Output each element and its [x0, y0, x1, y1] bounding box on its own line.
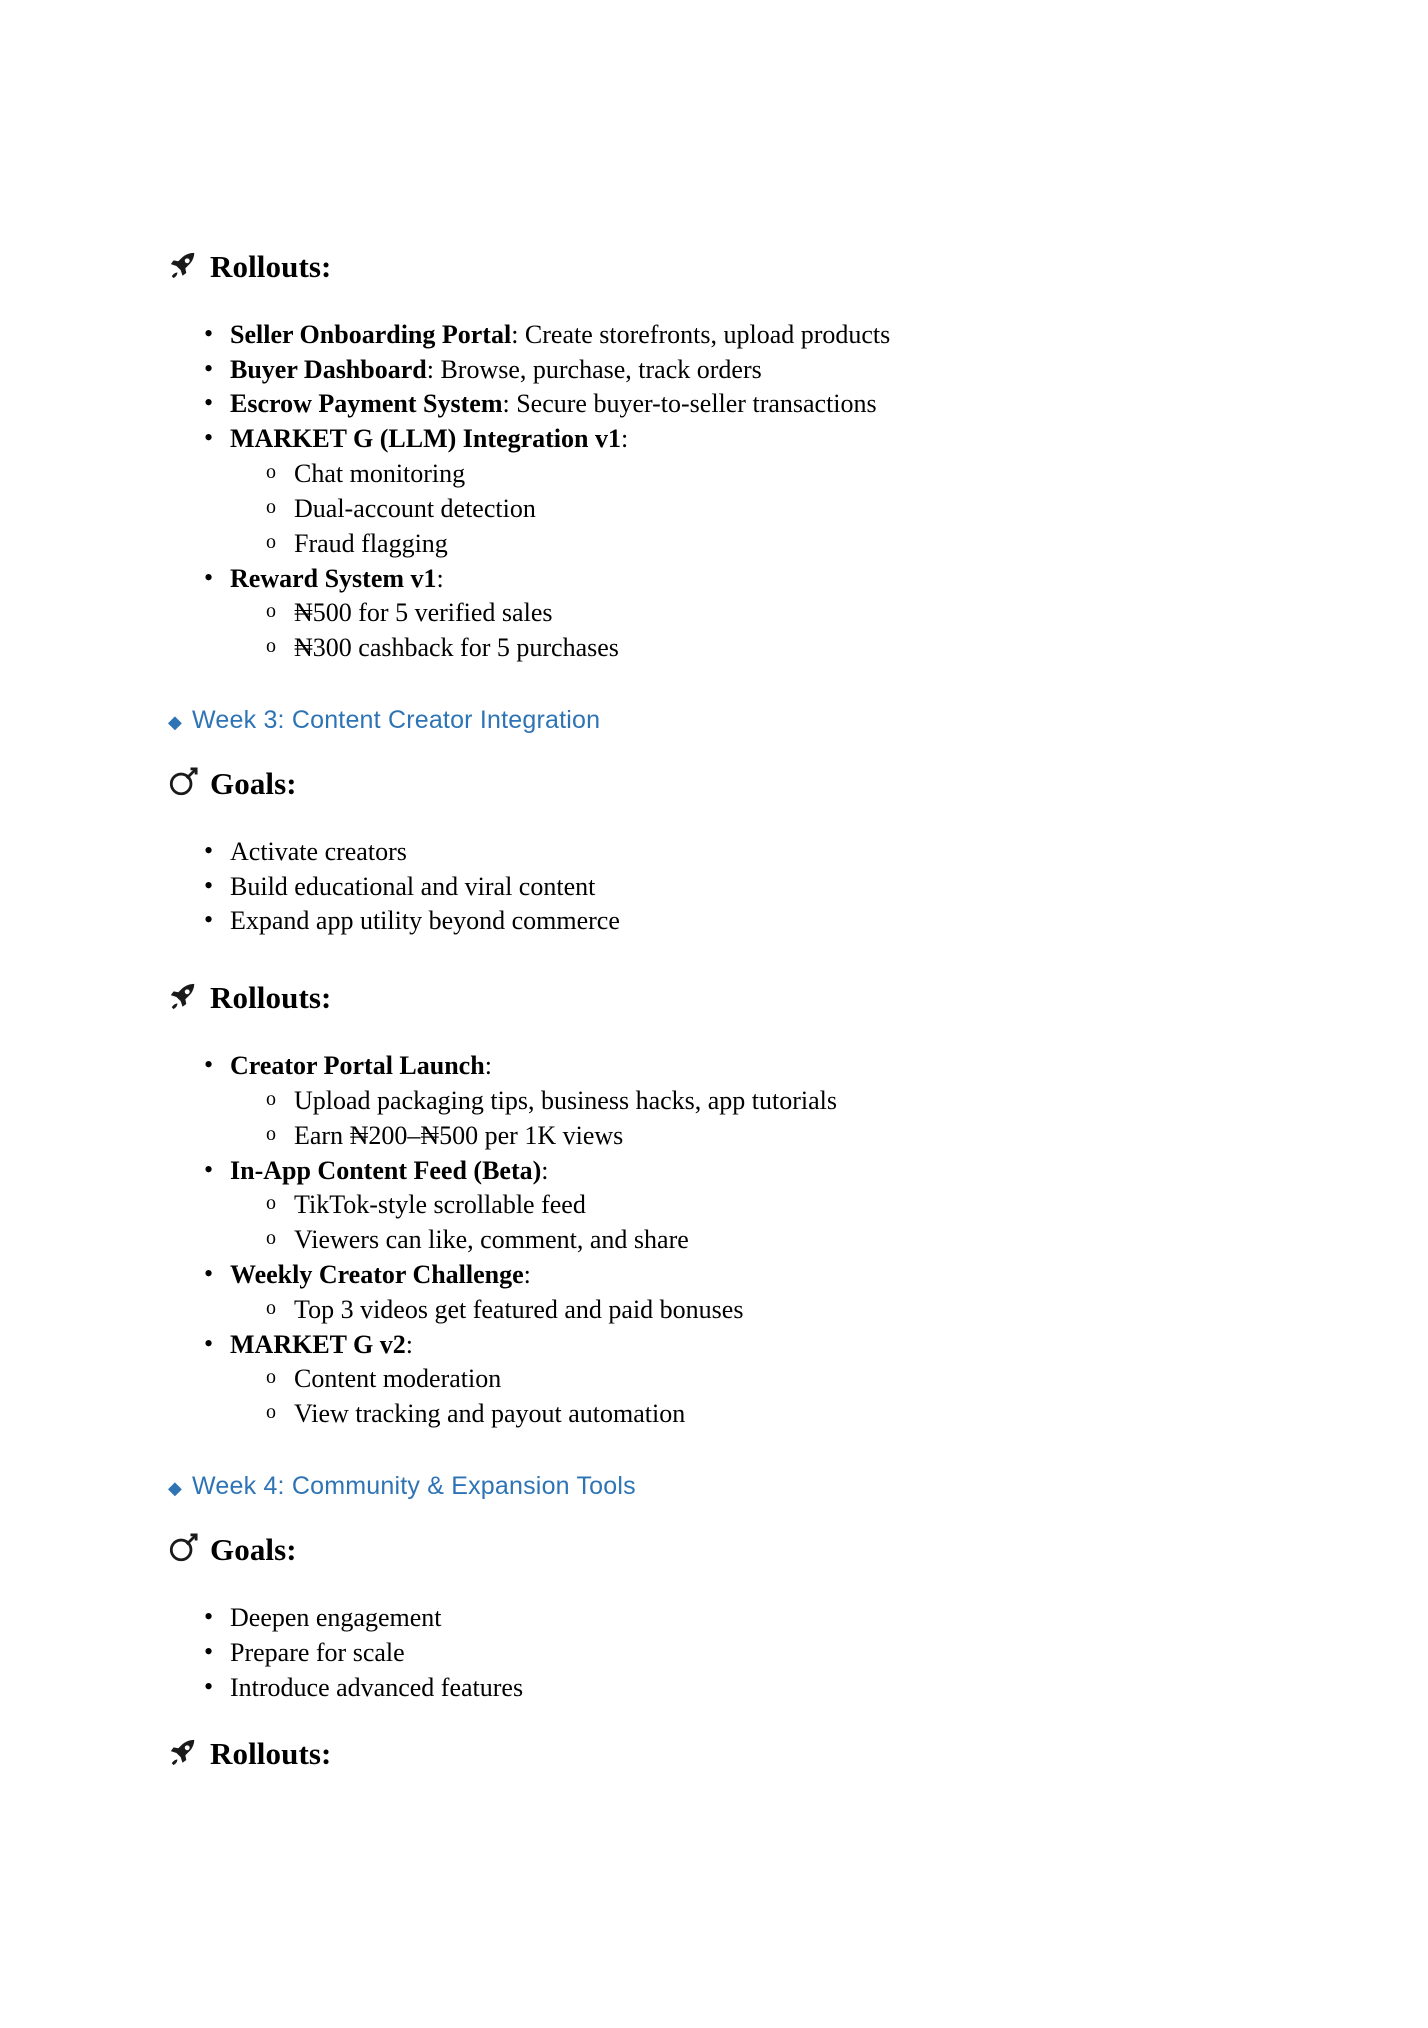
sub-list [230, 596, 1278, 666]
list-item [168, 387, 1278, 422]
target-icon [168, 767, 202, 807]
sub-list [230, 1293, 1278, 1328]
diamond-icon: ◆ [168, 711, 183, 732]
list-item-label: Expand app utility beyond commerce [230, 906, 620, 936]
list-item [168, 1636, 1278, 1671]
bullet-icon: • [204, 1154, 214, 1184]
list-item [168, 422, 1278, 561]
sub-list-item [230, 457, 1278, 492]
week4-rollouts-label: Rollouts: [210, 1736, 332, 1772]
sub-list-item-label: Upload packaging tips, business hacks, app tutorials [294, 1085, 838, 1115]
bullet-icon: • [204, 1328, 214, 1358]
bullet-icon: • [204, 353, 214, 383]
list-item [168, 1154, 1278, 1258]
list-item [168, 1258, 1278, 1328]
week4-heading-label: Week 4: Community & Expansion Tools [192, 1472, 636, 1501]
sub-bullet-icon: o [266, 1087, 276, 1110]
list-item-title: Creator Portal Launch [230, 1051, 485, 1081]
rocket-icon [168, 250, 202, 290]
diamond-icon: ◆ [168, 1477, 183, 1498]
bullet-icon: • [204, 1601, 214, 1631]
sub-list-item-label: Chat monitoring [294, 459, 466, 489]
week3-goals-label: Goals: [210, 766, 297, 802]
list-item-rest: : [436, 563, 444, 593]
sub-bullet-icon: o [266, 1192, 276, 1215]
sub-list-item [230, 1084, 1278, 1119]
week4-heading [168, 1472, 1278, 1501]
list-item-title: Buyer Dashboard [230, 354, 427, 384]
list-item-title: MARKET G v2 [230, 1329, 406, 1359]
sub-list-item-label: Viewers can like, comment, and share [294, 1225, 689, 1255]
sub-list [230, 1084, 1278, 1154]
week3-heading [168, 706, 1278, 735]
list-item-title: In-App Content Feed (Beta) [230, 1155, 542, 1185]
target-icon [168, 1533, 202, 1573]
sub-bullet-icon: o [266, 1227, 276, 1250]
list-item-rest: : Secure buyer-to-seller transactions [502, 389, 877, 419]
list-item [168, 870, 1278, 905]
sub-bullet-icon: o [266, 495, 276, 518]
week3-goals-heading [168, 765, 1278, 805]
list-item-title: Seller Onboarding Portal [230, 319, 512, 349]
list-item-title: Reward System v1 [230, 563, 437, 593]
sub-list-item-label: ₦300 cashback for 5 purchases [294, 633, 619, 663]
list-item [168, 1328, 1278, 1432]
bullet-icon: • [204, 1671, 214, 1701]
sub-list-item-label: ₦500 for 5 verified sales [294, 598, 553, 628]
sub-list-item-label: TikTok-style scrollable feed [294, 1190, 586, 1220]
list-item-label: Build educational and viral content [230, 871, 596, 901]
sub-bullet-icon: o [266, 1401, 276, 1424]
list-item [168, 904, 1278, 939]
bullet-icon: • [204, 1050, 214, 1080]
list-item-title: Escrow Payment System [230, 389, 503, 419]
sub-bullet-icon: o [266, 1296, 276, 1319]
sub-bullet-icon: o [266, 461, 276, 484]
list-item-rest: : [484, 1051, 492, 1081]
sub-list-item [230, 1293, 1278, 1328]
list-item-label: Activate creators [230, 836, 407, 866]
week3-rollouts-heading [168, 979, 1278, 1019]
list-item-label: Deepen engagement [230, 1602, 442, 1632]
sub-list-item [230, 1362, 1278, 1397]
list-item-rest: : [620, 424, 629, 454]
sub-list-item [230, 1119, 1278, 1154]
list-item-rest: : [523, 1259, 531, 1289]
week3-goals-list [168, 835, 1278, 939]
sub-list [230, 1188, 1278, 1258]
sub-list-item-label: Fraud flagging [294, 528, 448, 558]
rocket-icon [168, 1737, 202, 1777]
week4-rollouts-heading [168, 1735, 1278, 1775]
sub-bullet-icon: o [266, 600, 276, 623]
sub-list-item [230, 596, 1278, 631]
week3-rollouts-list [168, 1049, 1278, 1432]
rocket-icon [168, 981, 202, 1021]
list-item-title: MARKET G (LLM) Integration v1 [230, 424, 621, 454]
sub-list-item-label: Content moderation [294, 1364, 502, 1394]
sub-bullet-icon: o [266, 1366, 276, 1389]
sub-bullet-icon: o [266, 1122, 276, 1145]
list-item [168, 1601, 1278, 1636]
sub-bullet-icon: o [266, 530, 276, 553]
list-item [168, 835, 1278, 870]
list-item-rest: : Browse, purchase, track orders [426, 354, 762, 384]
sub-list-item-label: View tracking and payout automation [294, 1399, 686, 1429]
week4-goals-list [168, 1601, 1278, 1705]
sub-bullet-icon: o [266, 635, 276, 658]
sub-list-item [230, 527, 1278, 562]
bullet-icon: • [204, 318, 214, 348]
sub-list [230, 1362, 1278, 1432]
bullet-icon: • [204, 388, 214, 418]
sub-list-item [230, 492, 1278, 527]
week4-goals-heading [168, 1531, 1278, 1571]
week3-heading-label: Week 3: Content Creator Integration [192, 706, 601, 735]
rollouts-heading-1 [168, 248, 1278, 288]
rollouts-list-1 [168, 318, 1278, 666]
bullet-icon: • [204, 423, 214, 453]
sub-list [230, 457, 1278, 561]
sub-list-item-label: Dual-account detection [294, 493, 536, 523]
list-item [168, 1671, 1278, 1706]
list-item [168, 562, 1278, 666]
rollouts-heading-label: Rollouts: [210, 249, 332, 284]
sub-list-item-label: Earn ₦200–₦500 per 1K views [294, 1120, 624, 1150]
bullet-icon: • [204, 1258, 214, 1288]
list-item-label: Introduce advanced features [230, 1672, 524, 1702]
list-item [168, 1049, 1278, 1153]
sub-list-item-label: Top 3 videos get featured and paid bonuses [294, 1294, 744, 1324]
sub-list-item [230, 1188, 1278, 1223]
bullet-icon: • [204, 835, 214, 865]
sub-list-item [230, 631, 1278, 666]
list-item-rest: : [405, 1329, 413, 1359]
list-item-title: Weekly Creator Challenge [230, 1259, 524, 1289]
list-item [168, 318, 1278, 353]
list-item [168, 353, 1278, 388]
sub-list-item [230, 1223, 1278, 1258]
bullet-icon: • [204, 905, 214, 935]
bullet-icon: • [204, 562, 214, 592]
sub-list-item [230, 1397, 1278, 1432]
list-item-label: Prepare for scale [230, 1637, 405, 1667]
list-item-rest: : [541, 1155, 549, 1185]
week3-rollouts-label: Rollouts: [210, 980, 332, 1016]
week4-goals-label: Goals: [210, 1532, 297, 1568]
bullet-icon: • [204, 1636, 214, 1666]
list-item-rest: : Create storefronts, upload products [511, 319, 891, 349]
bullet-icon: • [204, 870, 214, 900]
